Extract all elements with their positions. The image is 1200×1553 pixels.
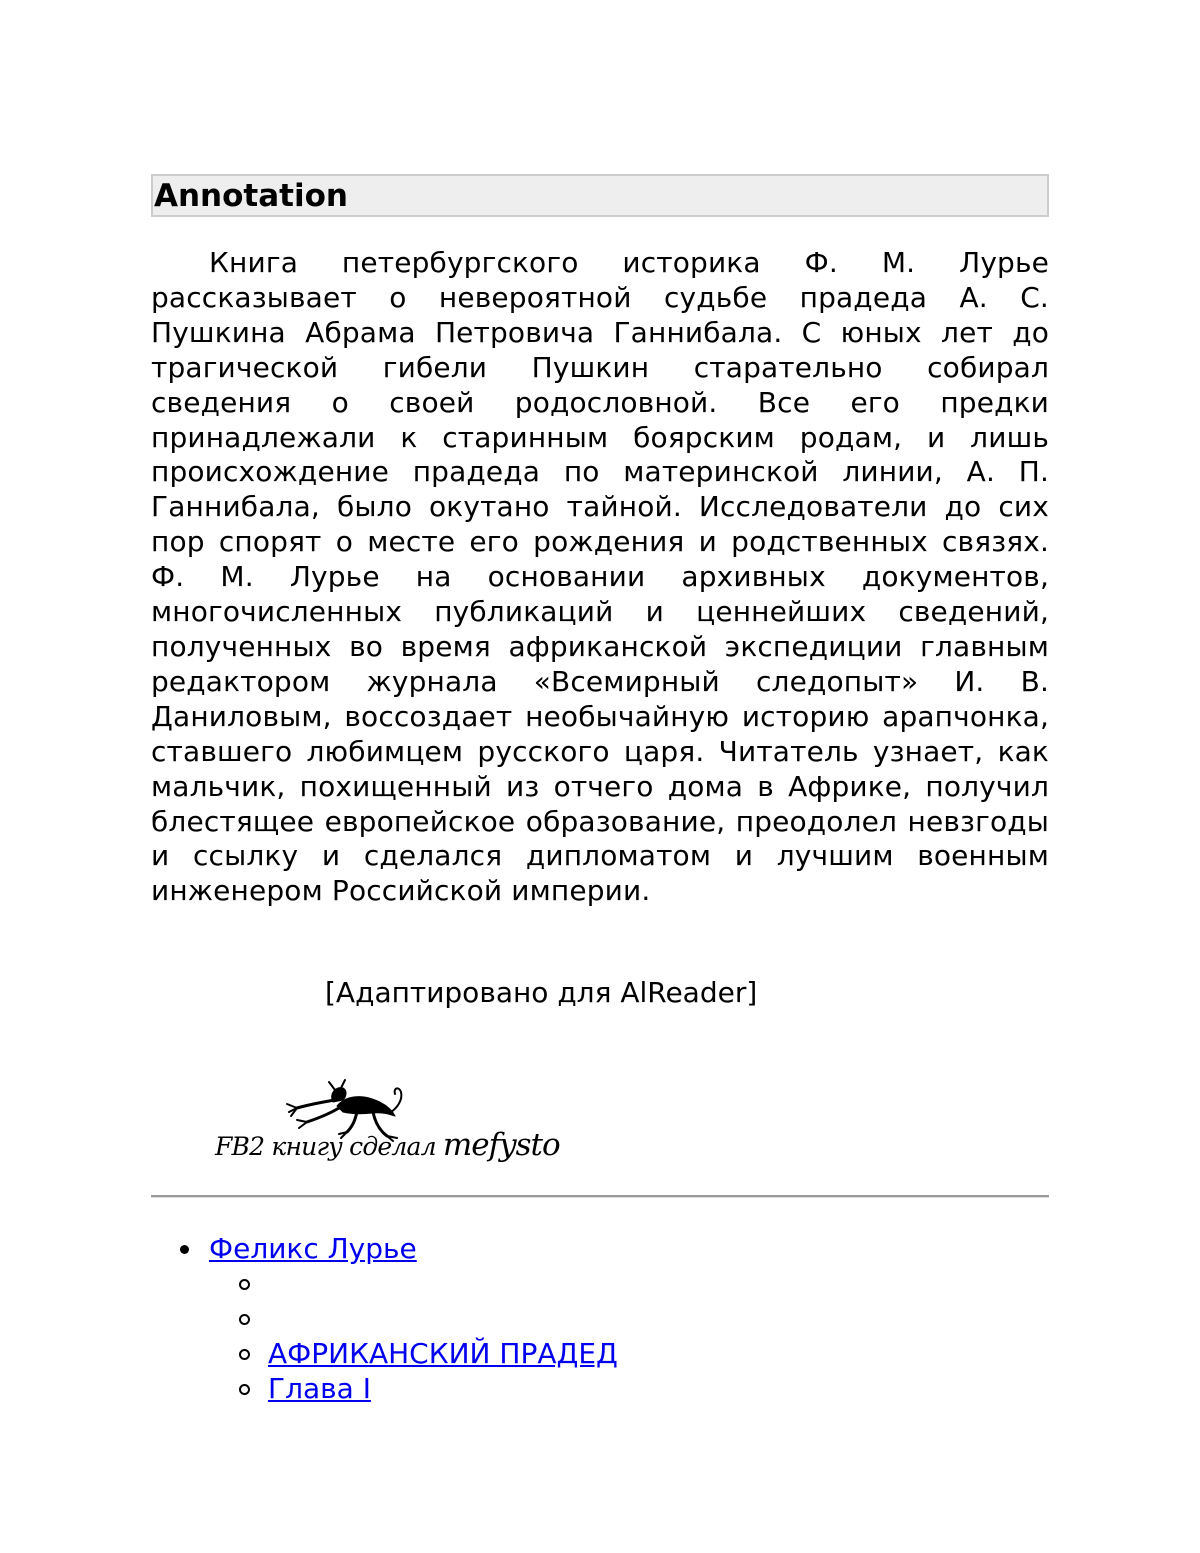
logo-caption-text: FB2 книгу сделал (215, 1132, 436, 1161)
logo-caption (215, 1130, 560, 1162)
toc-sub-item (209, 1336, 1049, 1371)
toc-sub-item (209, 1266, 1049, 1301)
toc-author-link[interactable]: Феликс Лурье (209, 1232, 417, 1265)
disc-bullet-icon (180, 1245, 189, 1254)
section-divider (151, 1195, 1049, 1198)
toc-author-item (151, 1231, 1049, 1406)
logo-author: mefysto (443, 1127, 560, 1163)
table-of-contents (151, 1231, 1049, 1406)
annotation-section (151, 174, 1049, 1010)
circle-bullet-icon (239, 1279, 250, 1290)
circle-bullet-icon (239, 1349, 250, 1360)
circle-bullet-icon (239, 1384, 250, 1395)
toc-link-book-title[interactable]: АФРИКАНСКИЙ ПРАДЕД (268, 1337, 618, 1370)
toc-link-chapter-1[interactable]: Глава I (268, 1372, 371, 1405)
annotation-paragraph: Книга петербургского историка Ф. М. Лурье рассказывает о невероятной судьбе прадеда А. С. Пушкина Абрама Петровича Ганнибала. С юных лет до трагической гибели Пушкин старательно собирал сведения о своей родословной. Все его предки принадлежали к старинным боярским родам, и лишь происхождение прадеда по материнской линии, А. П. Ганнибала, было окутано тайной. Исследователи до сих пор спорят о месте его рождения и родственных связях. Ф. М. Лурье на основании архивных документов, многочисленных публикаций и ценнейших сведений, полученных во время африканской экспедиции главным редактором журнала «Всемирный следопыт» И. В. Даниловым, воссоздает необычайную историю арапчонка, ставшего любимцем русского царя. Читатель узнает, как мальчик, похищенный из отчего дома в Африке, получил блестящее европейское образование, преодолел невзгоды и ссылку и сделался дипломатом и лучшим военным инженером Российской империи. (151, 246, 1049, 909)
circle-bullet-icon (239, 1314, 250, 1325)
toc-sublist (209, 1266, 1049, 1406)
annotation-heading: Annotation (151, 174, 1049, 217)
adapted-note: [Адаптировано для AlReader] (325, 976, 1049, 1010)
toc-sub-item (209, 1301, 1049, 1336)
toc-sub-item (209, 1371, 1049, 1406)
fb2-maker-logo (215, 1078, 505, 1173)
